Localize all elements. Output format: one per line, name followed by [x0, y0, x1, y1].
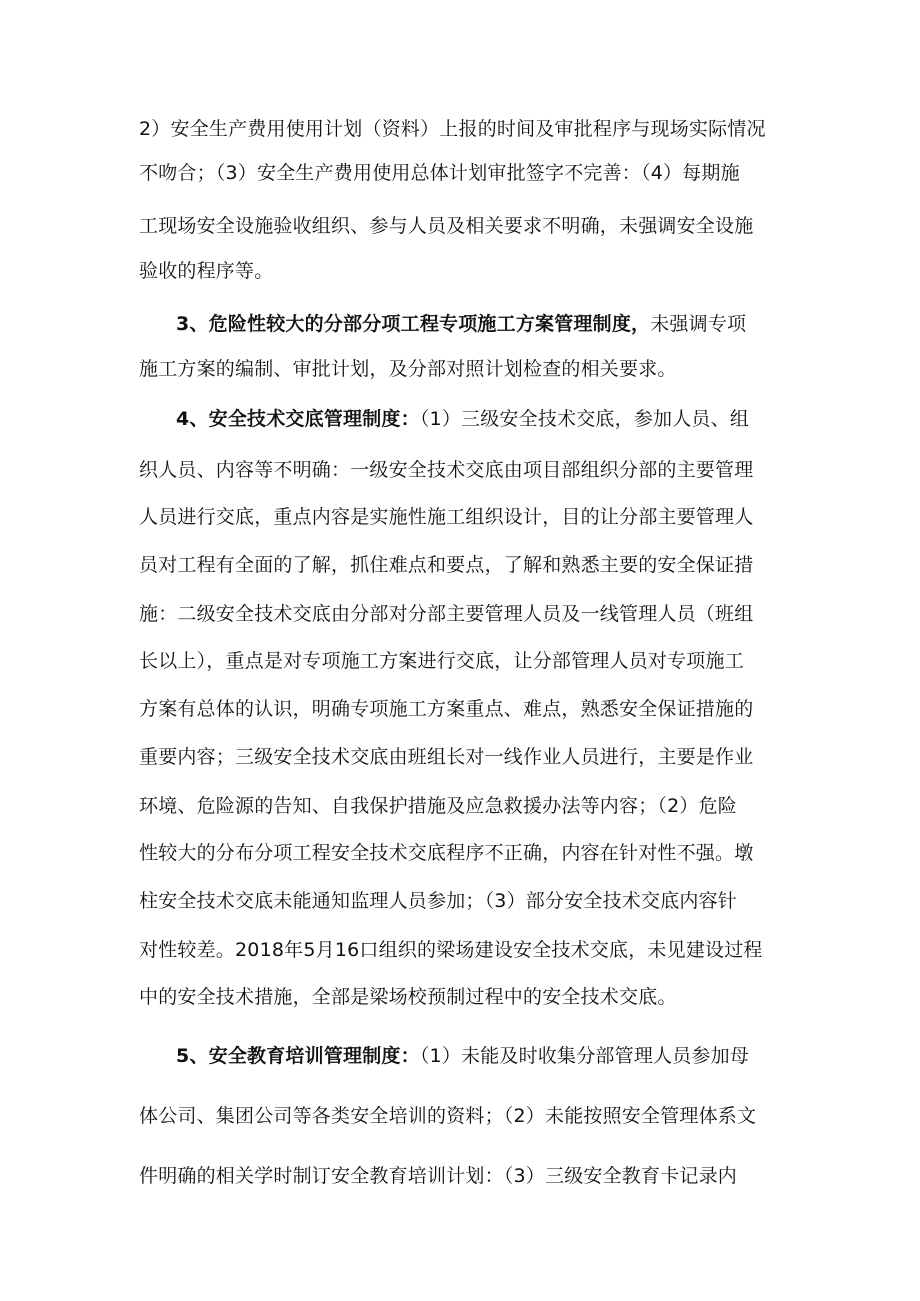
section-5-title: 5、安全教育培训管理制度：: [176, 1045, 420, 1067]
text-line: 性较大的分布分项工程安全技术交底程序不正确，内容在针对性不强。墩: [139, 842, 754, 864]
section-3-title: 3、危险性较大的分部分项工程专项施工方案管理制度，: [176, 313, 651, 335]
section-4-heading-line: 4、安全技术交底管理制度：（1）三级安全技术交底，参加人员、组: [176, 408, 750, 430]
text-line: 工现场安全设施验收组织、参与人员及相关要求不明确，未强调安全设施: [139, 215, 754, 237]
text-line: 柱安全技术交底未能通知监理人员参加；（3）部分安全技术交底内容针: [139, 890, 737, 912]
text-line: 环境、危险源的告知、自我保护措施及应急救援办法等内容；（2）危险: [139, 795, 737, 817]
text-line: 施：二级安全技术交底由分部对分部主要管理人员及一线管理人员（班组: [139, 603, 754, 625]
text-line: 2）安全生产费用使用计划（资料）上报的时间及审批程序与现场实际情况: [139, 118, 766, 140]
text-line: 对性较差。2018年5月16口组织的梁场建设安全技术交底，未见建设过程: [139, 939, 763, 961]
text-line: 人员进行交底，重点内容是实施性施工组织设计，目的让分部主要管理人: [139, 506, 754, 528]
text-line: 中的安全技术措施，全部是梁场校预制过程中的安全技术交底。: [139, 986, 677, 1008]
text-line: 件明确的相关学时制订安全教育培训计划：（3）三级安全教育卡记录内: [139, 1165, 737, 1187]
section-3-heading-line: 3、危险性较大的分部分项工程专项施工方案管理制度，未强调专项: [176, 313, 747, 335]
text-line: 验收的程序等。: [139, 260, 274, 282]
text-line: 体公司、集团公司等各类安全培训的资料；（2）未能按照安全管理体系文: [139, 1105, 757, 1127]
section-4-title: 4、安全技术交底管理制度：: [176, 408, 420, 430]
text-line: 方案有总体的认识，明确专项施工方案重点、难点，熟悉安全保证措施的: [139, 698, 754, 720]
text-line: 施工方案的编制、审批计划，及分部对照计划检查的相关要求。: [139, 358, 677, 380]
text-line: 织人员、内容等不明确：一级安全技术交底由项目部组织分部的主要管理: [139, 459, 754, 481]
text-line: 长以上），重点是对专项施工方案进行交底，让分部管理人员对专项施工: [139, 650, 744, 672]
text-line: 员对工程有全面的了解，抓住难点和要点，了解和熟悉主要的安全保证措: [139, 554, 754, 576]
section-5-heading-line: 5、安全教育培训管理制度：（1）未能及时收集分部管理人员参加母: [176, 1045, 750, 1067]
text-line: 不吻合；（3）安全生产费用使用总体计划审批签字不完善：（4）每期施: [139, 162, 740, 184]
text-line: 重要内容；三级安全技术交底由班组长对一线作业人员进行，主要是作业: [139, 746, 754, 768]
